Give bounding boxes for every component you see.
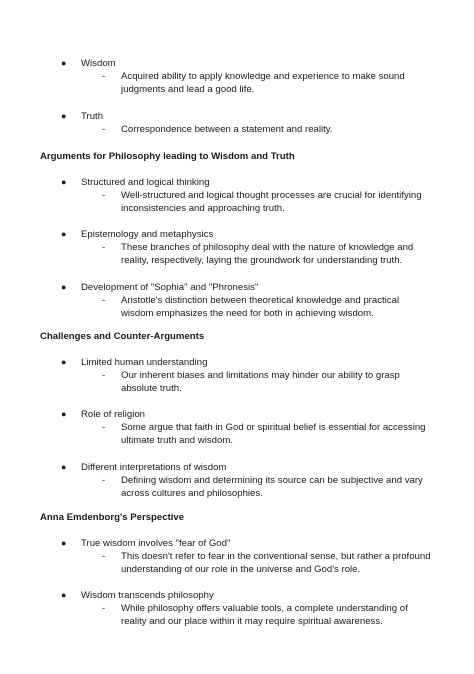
item-label: True wisdom involves "fear of God" [81, 538, 231, 549]
item-description: Well-structured and logical thought processes are crucial for identifying inconsistencies and approaching truth. [121, 190, 422, 215]
item-description: Correspondence between a statement and reality. [121, 124, 333, 135]
item-label: Wisdom transcends philosophy [81, 590, 214, 601]
section-heading: Arguments for Philosophy leading to Wisdom and Truth [40, 151, 295, 162]
dash-marker: - [102, 551, 106, 562]
section-heading: Challenges and Counter-Arguments [40, 331, 205, 342]
item-description: Some argue that faith in God or spiritual belief is essential for accessing ultimate truth and wisdom. [121, 422, 426, 447]
bullet-marker: ● [61, 409, 67, 419]
dash-marker: - [102, 124, 106, 135]
dash-marker: - [102, 71, 106, 82]
bullet-marker: ● [61, 590, 67, 600]
bullet-marker: ● [61, 111, 67, 121]
item-label: Epistemology and metaphysics [81, 229, 214, 240]
dash-marker: - [102, 422, 106, 433]
dash-marker: - [102, 475, 106, 486]
dash-marker: - [102, 295, 106, 306]
item-label: Wisdom [81, 58, 116, 69]
dash-marker: - [102, 190, 106, 201]
bullet-marker: ● [61, 357, 67, 367]
bullet-marker: ● [61, 538, 67, 548]
item-label: Role of religion [81, 409, 145, 420]
bullet-marker: ● [61, 58, 67, 68]
item-description: This doesn't refer to fear in the conventional sense, but rather a profound understanding of our role in the universe and God's role. [121, 551, 431, 576]
item-label: Development of "Sophia" and "Phronesis" [81, 282, 259, 293]
item-description: These branches of philosophy deal with the nature of knowledge and reality, respectively, laying the groundwork for understanding truth. [121, 242, 414, 267]
item-description: Acquired ability to apply knowledge and experience to make sound judgments and lead a good life. [121, 71, 405, 96]
bullet-marker: ● [61, 282, 67, 292]
dash-marker: - [102, 242, 106, 253]
bullet-marker: ● [61, 177, 67, 187]
dash-marker: - [102, 370, 106, 381]
item-description: Defining wisdom and determining its source can be subjective and vary across cultures and philosophies. [121, 475, 423, 500]
section-heading: Anna Emdenborg's Perspective [40, 512, 185, 523]
bullet-marker: ● [61, 229, 67, 239]
item-label: Limited human understanding [81, 357, 208, 368]
item-label: Different interpretations of wisdom [81, 462, 227, 473]
dash-marker: - [102, 603, 106, 614]
bullet-marker: ● [61, 462, 67, 472]
item-label: Truth [81, 111, 104, 122]
item-label: Structured and logical thinking [81, 177, 210, 188]
item-description: While philosophy offers valuable tools, a complete understanding of reality and our place within it may require spiritual awareness. [121, 603, 408, 628]
item-description: Aristotle's distinction between theoretical knowledge and practical wisdom emphasizes the need for both in achieving wisdom. [121, 295, 400, 320]
item-description: Our inherent biases and limitations may hinder our ability to grasp absolute truth. [121, 370, 400, 395]
